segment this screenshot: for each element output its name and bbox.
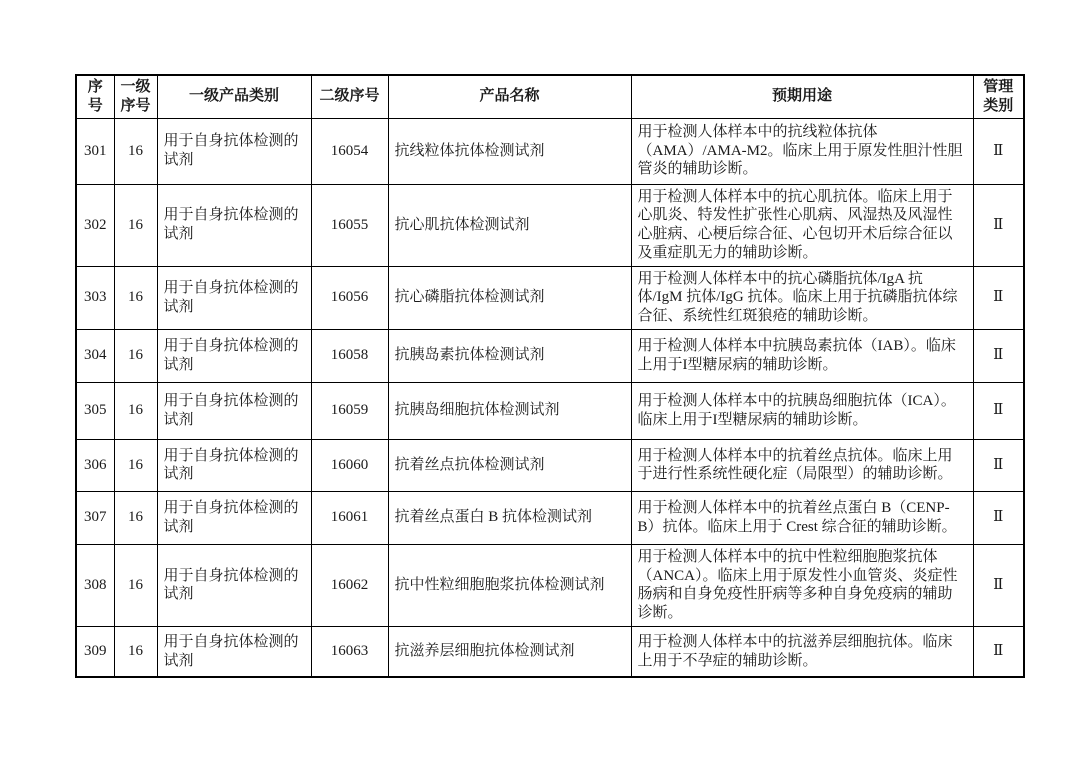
cell-level2-no: 16054 [311,118,388,184]
cell-level1-category: 用于自身抗体检测的试剂 [157,266,311,329]
cell-intended-use: 用于检测人体样本中的抗着丝点抗体。临床上用于进行性系统性硬化症（局限型）的辅助诊断。 [631,439,973,491]
cell-product-name: 抗心磷脂抗体检测试剂 [388,266,631,329]
cell-mgmt-class: Ⅱ [973,439,1024,491]
cell-mgmt-class: Ⅱ [973,329,1024,382]
cell-level1-no: 16 [114,266,157,329]
cell-product-name: 抗滋养层细胞抗体检测试剂 [388,626,631,677]
col-header-level1-category: 一级产品类别 [157,75,311,118]
table-row [76,491,1024,544]
cell-seq: 306 [76,439,114,491]
cell-level2-no: 16060 [311,439,388,491]
cell-product-name: 抗着丝点抗体检测试剂 [388,439,631,491]
col-header-intended-use: 预期用途 [631,75,973,118]
cell-product-name: 抗线粒体抗体检测试剂 [388,118,631,184]
cell-level1-no: 16 [114,329,157,382]
cell-seq: 304 [76,329,114,382]
cell-seq: 307 [76,491,114,544]
cell-level1-category: 用于自身抗体检测的试剂 [157,544,311,626]
cell-seq: 305 [76,382,114,439]
cell-level2-no: 16058 [311,329,388,382]
product-catalog-table [75,74,1025,678]
cell-seq: 303 [76,266,114,329]
col-header-level2-no: 二级序号 [311,75,388,118]
cell-level1-no: 16 [114,118,157,184]
cell-level1-category: 用于自身抗体检测的试剂 [157,439,311,491]
cell-mgmt-class: Ⅱ [973,544,1024,626]
table-header-row [76,75,1024,118]
col-header-mgmt-class: 管理类别 [973,75,1024,118]
table-row [76,329,1024,382]
cell-mgmt-class: Ⅱ [973,184,1024,266]
cell-intended-use: 用于检测人体样本中的抗着丝点蛋白 B（CENP-B）抗体。临床上用于 Crest 综合征的辅助诊断。 [631,491,973,544]
col-header-level1-no: 一级序号 [114,75,157,118]
cell-level2-no: 16055 [311,184,388,266]
cell-seq: 301 [76,118,114,184]
cell-intended-use: 用于检测人体样本中的抗线粒体抗体（AMA）/AMA-M2。临床上用于原发性胆汁性胆管炎的辅助诊断。 [631,118,973,184]
cell-product-name: 抗中性粒细胞胞浆抗体检测试剂 [388,544,631,626]
cell-intended-use: 用于检测人体样本中抗胰岛素抗体（IAB）。临床上用于I型糖尿病的辅助诊断。 [631,329,973,382]
cell-level1-category: 用于自身抗体检测的试剂 [157,382,311,439]
cell-seq: 309 [76,626,114,677]
cell-level1-category: 用于自身抗体检测的试剂 [157,329,311,382]
cell-mgmt-class: Ⅱ [973,266,1024,329]
cell-level1-no: 16 [114,544,157,626]
cell-level2-no: 16062 [311,544,388,626]
cell-intended-use: 用于检测人体样本中的抗心肌抗体。临床上用于心肌炎、特发性扩张性心肌病、风湿热及风湿性心脏病、心梗后综合征、心包切开术后综合征以及重症肌无力的辅助诊断。 [631,184,973,266]
cell-level2-no: 16059 [311,382,388,439]
table-row [76,266,1024,329]
table-row [76,439,1024,491]
table-row [76,544,1024,626]
cell-mgmt-class: Ⅱ [973,626,1024,677]
table-row [76,184,1024,266]
cell-level1-no: 16 [114,439,157,491]
table-row [76,626,1024,677]
cell-level1-category: 用于自身抗体检测的试剂 [157,184,311,266]
cell-level1-category: 用于自身抗体检测的试剂 [157,118,311,184]
table-row [76,382,1024,439]
cell-level2-no: 16061 [311,491,388,544]
cell-intended-use: 用于检测人体样本中的抗心磷脂抗体/IgA 抗体/IgM 抗体/IgG 抗体。临床上用于抗磷脂抗体综合征、系统性红斑狼疮的辅助诊断。 [631,266,973,329]
cell-intended-use: 用于检测人体样本中的抗胰岛细胞抗体（ICA）。临床上用于I型糖尿病的辅助诊断。 [631,382,973,439]
cell-level1-no: 16 [114,626,157,677]
cell-level1-category: 用于自身抗体检测的试剂 [157,491,311,544]
col-header-product-name: 产品名称 [388,75,631,118]
cell-mgmt-class: Ⅱ [973,382,1024,439]
cell-seq: 302 [76,184,114,266]
cell-product-name: 抗胰岛细胞抗体检测试剂 [388,382,631,439]
cell-level2-no: 16056 [311,266,388,329]
cell-seq: 308 [76,544,114,626]
cell-level2-no: 16063 [311,626,388,677]
cell-product-name: 抗胰岛素抗体检测试剂 [388,329,631,382]
table-row [76,118,1024,184]
col-header-seq: 序号 [76,75,114,118]
cell-level1-no: 16 [114,491,157,544]
cell-product-name: 抗心肌抗体检测试剂 [388,184,631,266]
cell-mgmt-class: Ⅱ [973,118,1024,184]
product-catalog-table-wrap [75,74,1025,678]
cell-intended-use: 用于检测人体样本中的抗滋养层细胞抗体。临床上用于不孕症的辅助诊断。 [631,626,973,677]
cell-product-name: 抗着丝点蛋白 B 抗体检测试剂 [388,491,631,544]
cell-level1-no: 16 [114,184,157,266]
cell-level1-no: 16 [114,382,157,439]
cell-intended-use: 用于检测人体样本中的抗中性粒细胞胞浆抗体（ANCA）。临床上用于原发性小血管炎、炎症性肠病和自身免疫性肝病等多种自身免疫病的辅助诊断。 [631,544,973,626]
cell-mgmt-class: Ⅱ [973,491,1024,544]
cell-level1-category: 用于自身抗体检测的试剂 [157,626,311,677]
